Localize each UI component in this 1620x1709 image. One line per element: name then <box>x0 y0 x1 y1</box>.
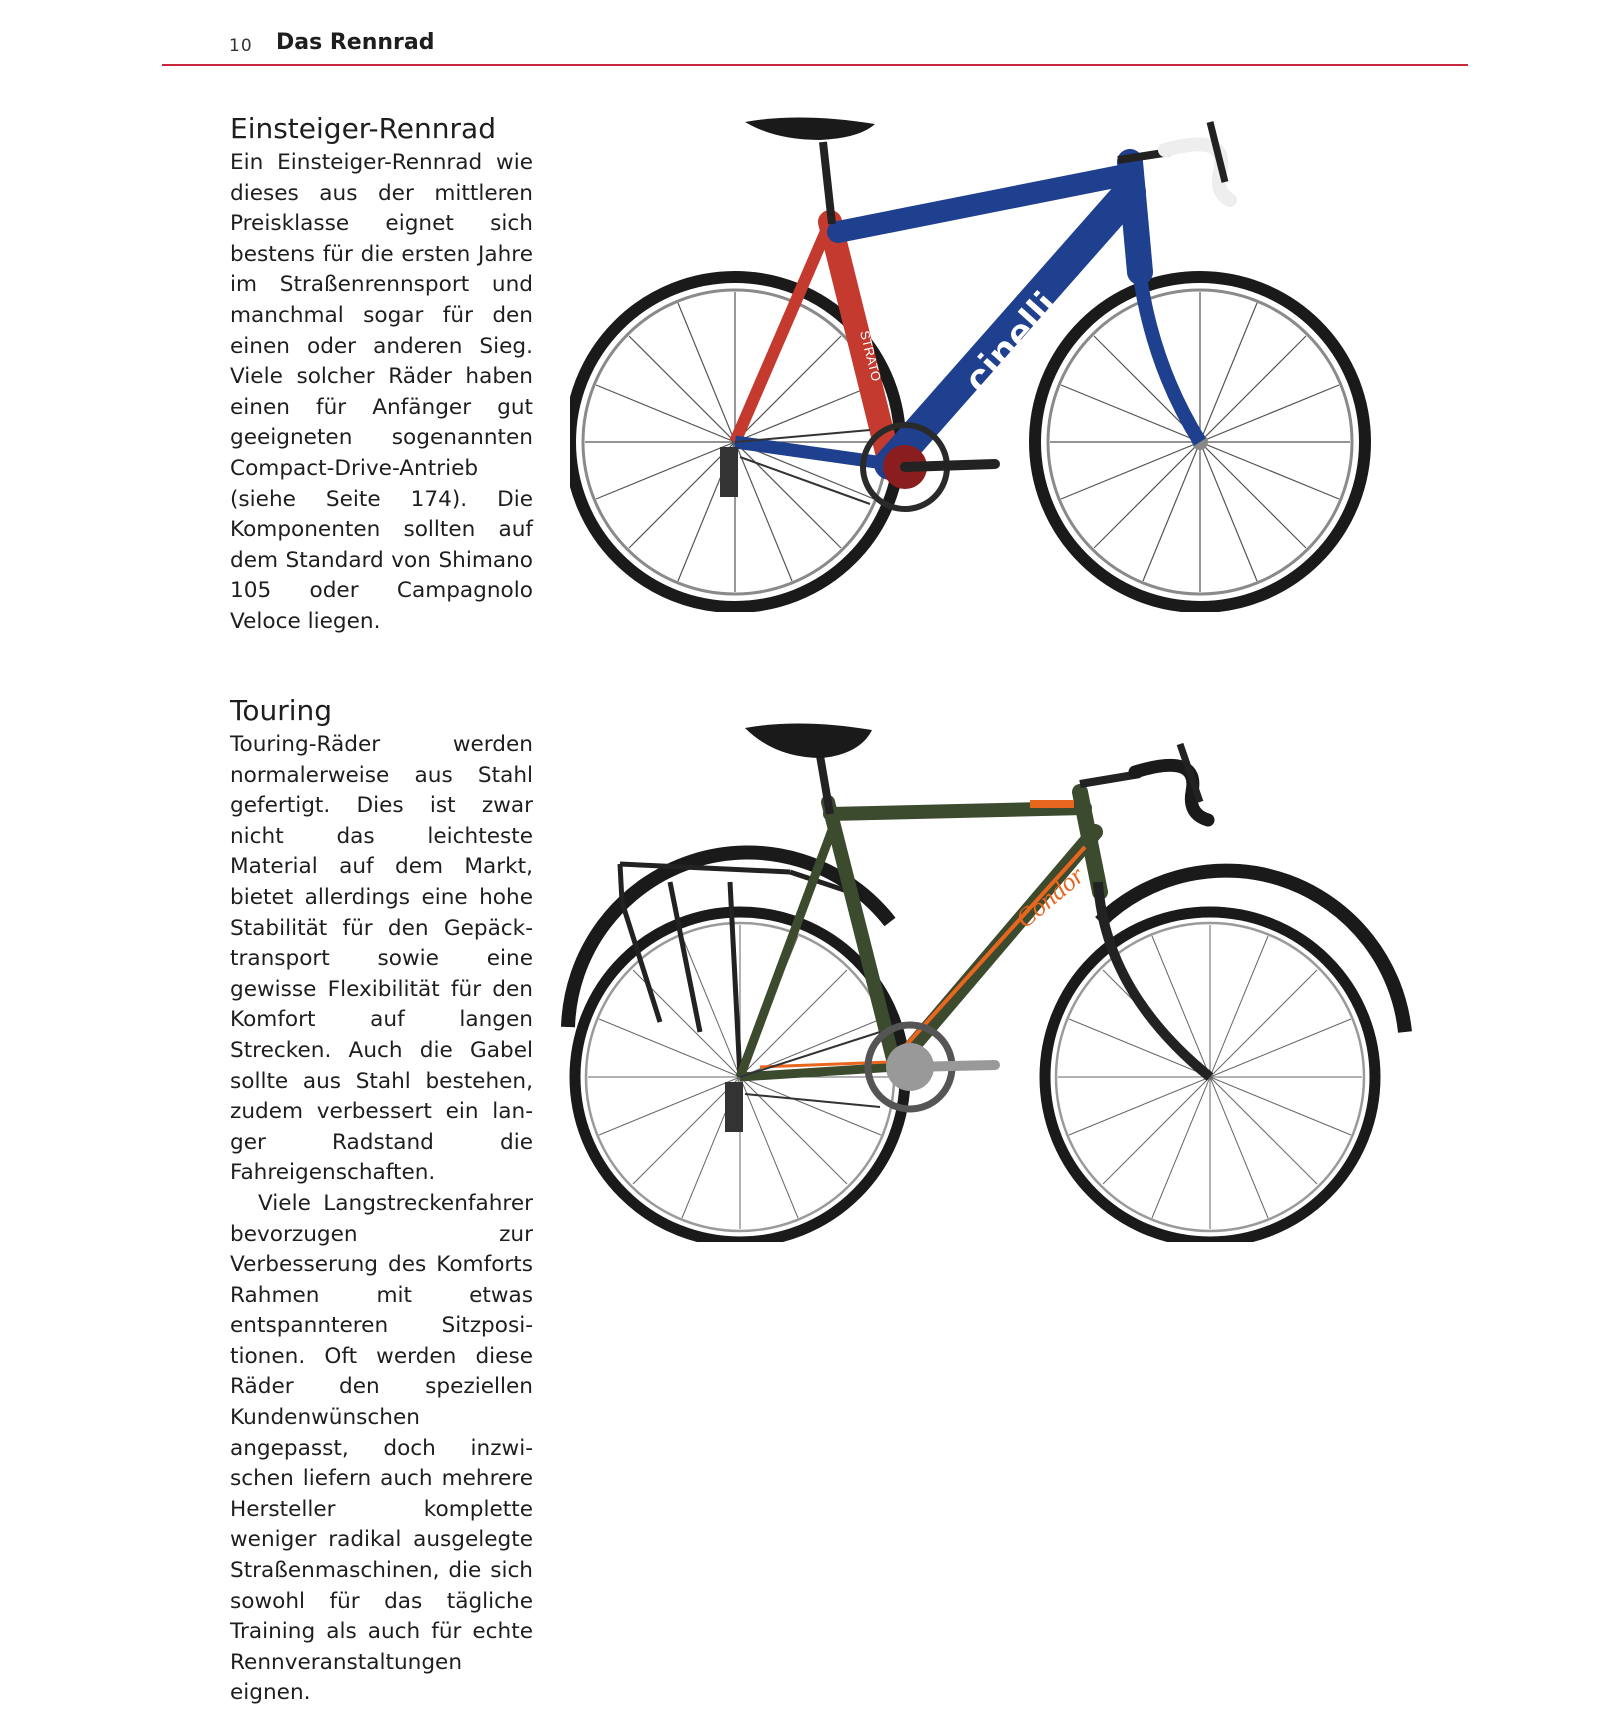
touring-bike-frame <box>740 792 1210 1077</box>
touring-bike-image <box>560 722 1420 1242</box>
paragraph: Viele Langstreckenfahrer bevorzugen zur Verbesserung des Komforts Rahmen mit etwas entspannteren Sitzpositionen. Oft werden diese Räder den speziellen Kundenwünschen angepasst, doch inzwischen liefern auch mehrere Hersteller komplette weniger radikal ausgelegte Straßenmaschinen, die sich sowohl für das tägliche Training als auch für echte Rennveranstaltungen eignen. <box>230 1190 533 1706</box>
svg-text:Condor: Condor <box>1010 860 1090 934</box>
svg-text:cinelli: cinelli <box>953 282 1069 403</box>
header-rule <box>162 64 1468 66</box>
road-bike-frame <box>735 162 1200 464</box>
running-header <box>162 28 1468 64</box>
rear-rack <box>620 864 850 1077</box>
crankset <box>720 425 995 509</box>
saddle <box>745 723 872 814</box>
paragraph: Ein Einsteiger-Rennrad wie dieses aus der mittleren Preisklasse eignet sich bestens für die ersten Jahre im Straßenrennsport und manchmal sogar für den einen oder anderen Sieg. Viele solcher Räder haben einen für Anfänger gut geeigneten sogenannten Compact-Drive-Antrieb (siehe Seite 174). Die Komponenten sollten auf dem Standard von Shimano 105 oder Campagnolo Veloce liegen. <box>230 150 533 634</box>
road-bike-image <box>570 112 1420 612</box>
section-body-touring <box>230 730 533 1709</box>
section-body-einsteiger <box>230 148 533 638</box>
saddle <box>745 117 875 224</box>
section-title-touring: Touring <box>230 694 333 727</box>
svg-text:STRATO: STRATO <box>857 329 885 383</box>
handlebar <box>1080 744 1208 820</box>
section-title-einsteiger: Einsteiger-Rennrad <box>230 112 496 145</box>
running-title: Das Rennrad <box>276 30 435 55</box>
paragraph: Touring-Räder werden normalerweise aus Stahl gefertigt. Dies ist zwar nicht das leichteste Material auf dem Markt, bietet allerdings eine hohe Stabilität für den Gepäcktransport sowie eine gewisse Flexibilität für den Komfort auf langen Strecken. Auch die Gabel sollte aus Stahl bestehen, zudem verbessert ein langer Radstand die Fahreigenschaften. <box>230 732 533 1186</box>
page-number: 10 <box>229 36 253 56</box>
